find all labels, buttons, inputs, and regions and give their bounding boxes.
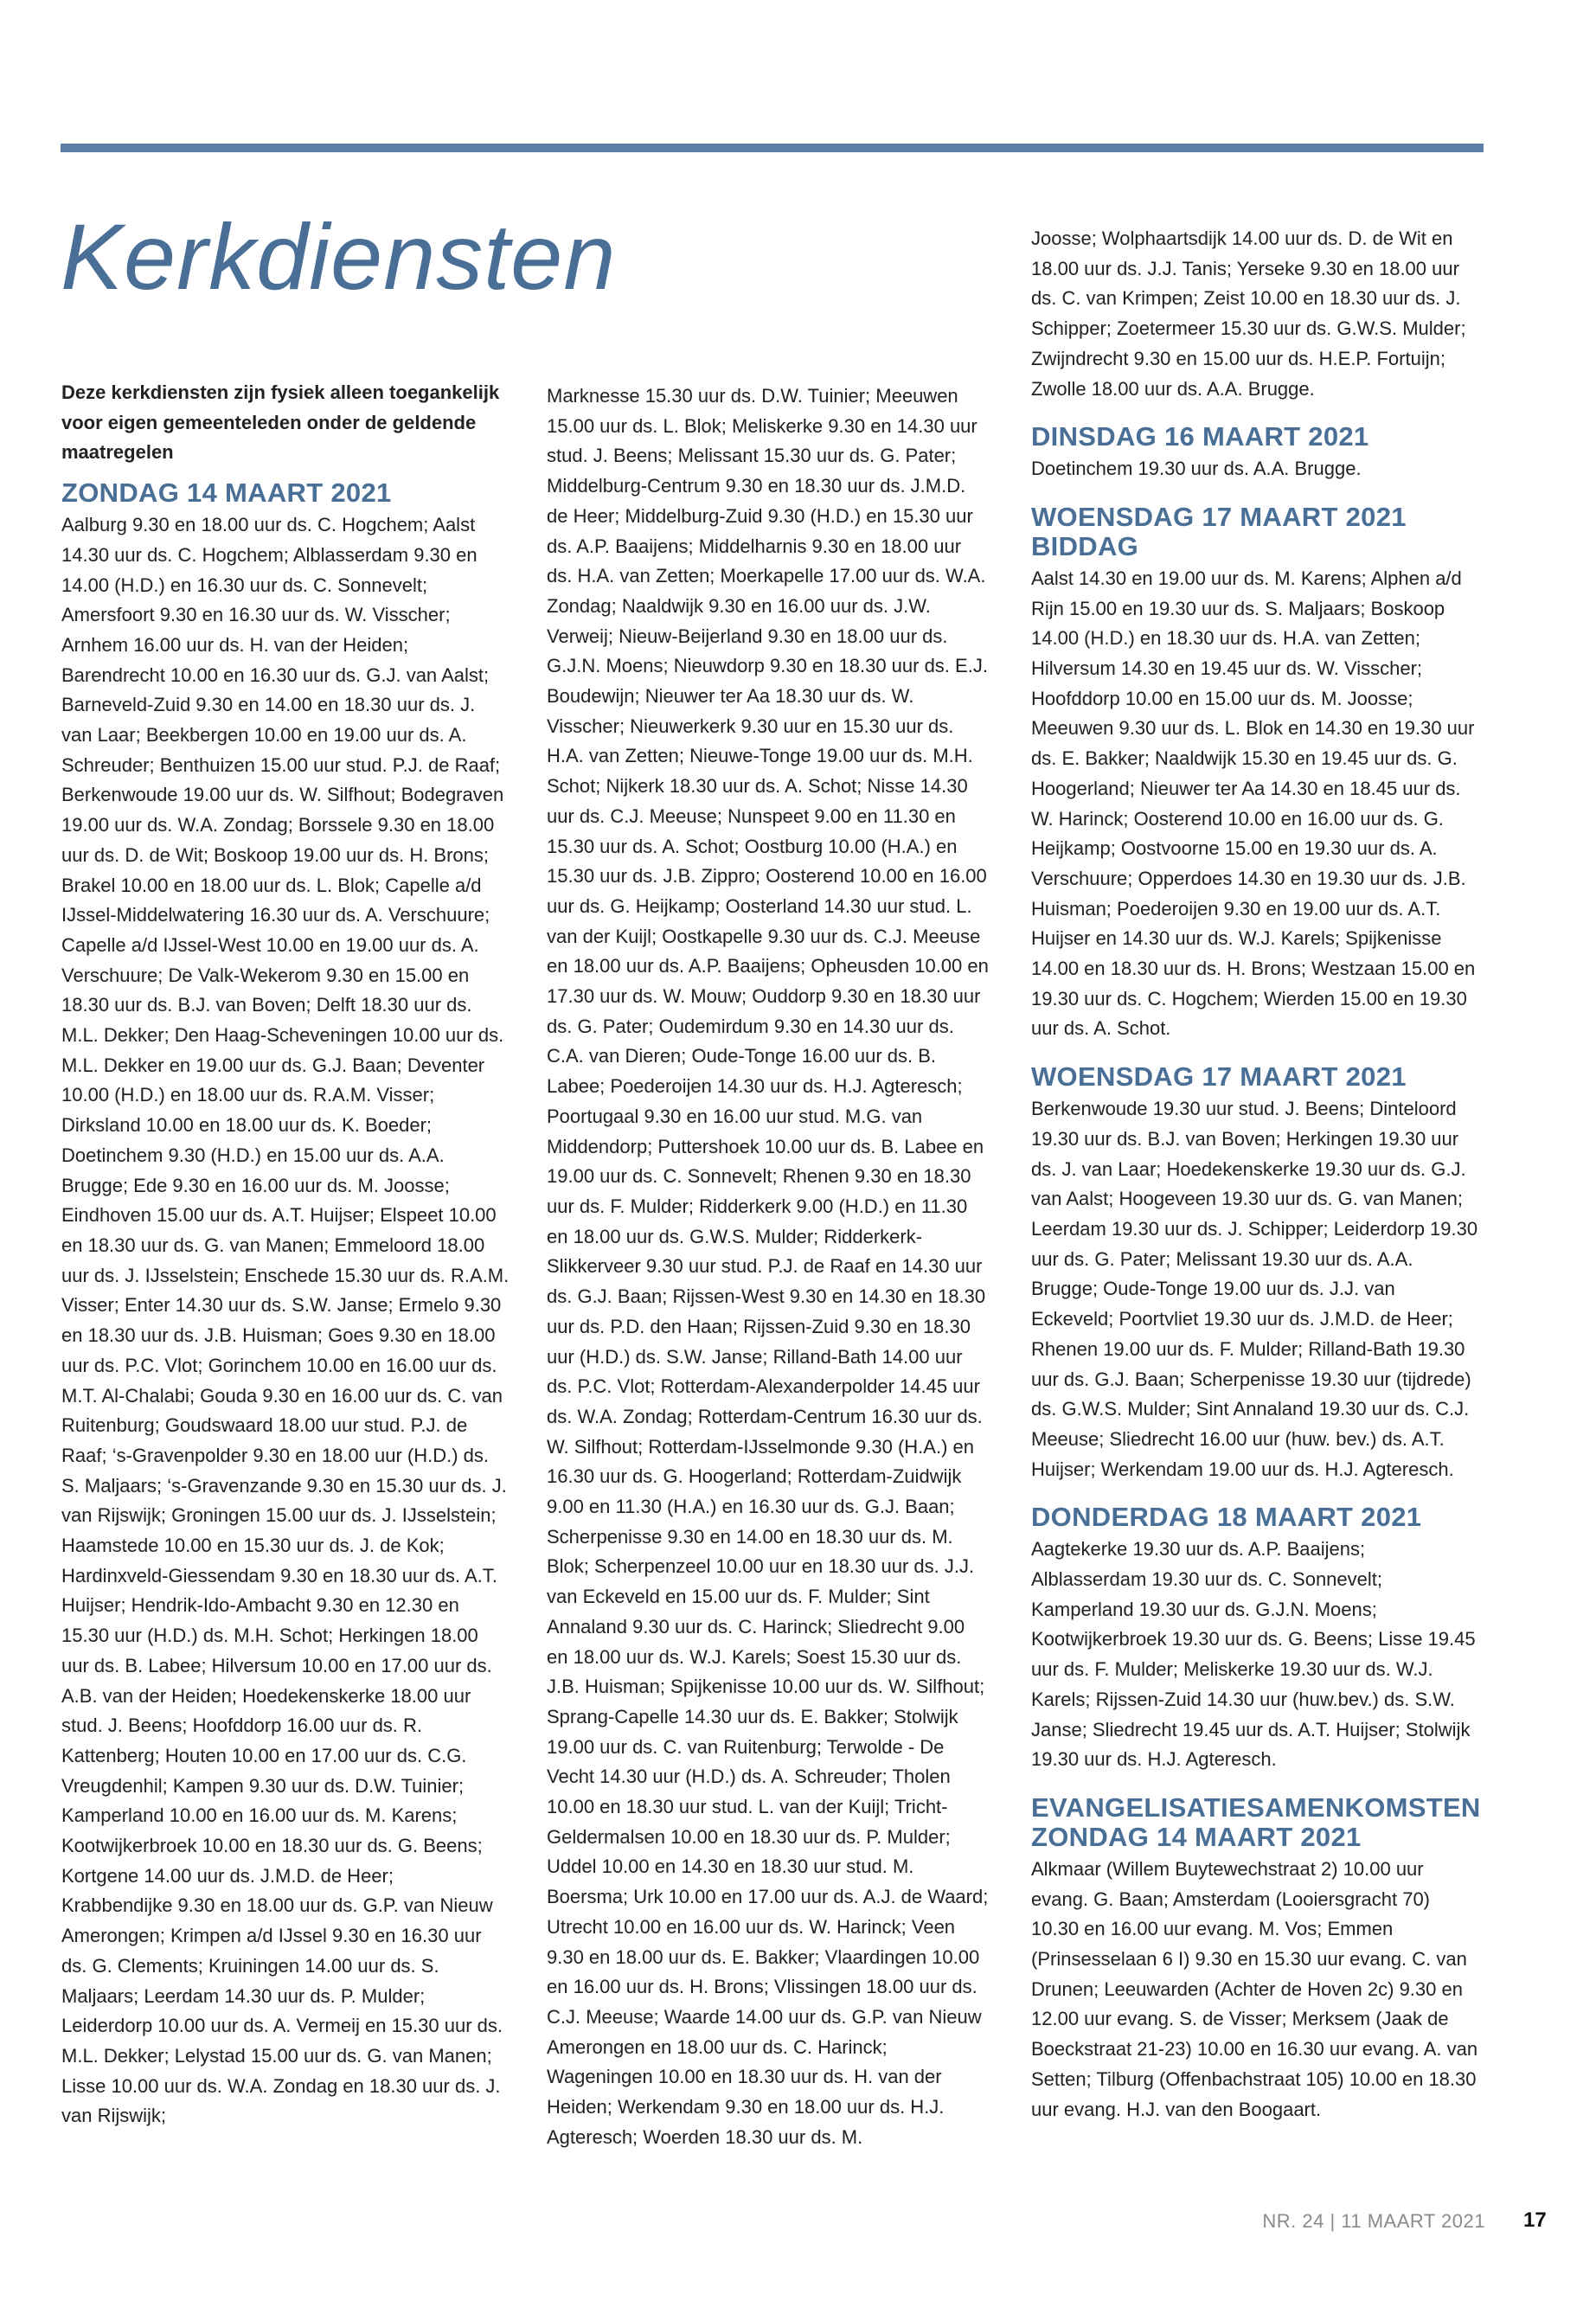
section-text-evangelisation: Alkmaar (Willem Buytewechstraat 2) 10.00 uur evang. G. Baan; Amsterdam (Looiersgracht 70) 10.30 en 16.00 uur evang. M. Vos; Emmen (Prinsesselaan 6 I) 9.30 en 15.30 uur evang. C. van Drunen; Leeuwarden (Achter de Hoven 2c) 9.30 en 12.00 uur evang. S. de Visser; Merksem (Jaak de Boeckstraat 21-23) 10.00 en 16.30 uur evang. A. van Setten; Tilburg (Offenbachstraat 105) 10.00 en 18.30 uur evang. H.J. van den Boogaart. <box>1031 1857 1478 2120</box>
intro-note: Deze kerkdiensten zijn fysiek alleen toegankelijk voor eigen gemeenteleden onder de geldende maatregelen <box>61 381 500 464</box>
section-text-sunday-continued: Marknesse 15.30 uur ds. D.W. Tuinier; Meeuwen 15.00 uur ds. L. Blok; Meliskerke 9.30 en 14.30 uur stud. J. Beens; Melissant 15.30 uur ds. G. Pater; Middelburg-Centrum 9.30 en 18.30 uur ds. J.M.D. de Heer; Middelburg-Zuid 9.30 (H.D.) en 15.30 uur ds. A.P. Baaijens; Middelharnis 9.30 en 18.00 uur ds. H.A. van Zetten; Moerkapelle 17.00 uur ds. W.A. Zondag; Naaldwijk 9.30 en 16.00 uur ds. J.W. Verweij; Nieuw-Beijerland 9.30 en 18.00 uur ds. G.J.N. Moens; Nieuwdorp 9.30 en 18.30 uur ds. E.J. Boudewijn; Nieuwer ter Aa 18.30 uur ds. W. Visscher; Nieuwerkerk 9.30 uur en 15.30 uur ds. H.A. van Zetten; Nieuwe-Tonge 19.00 uur ds. M.H. Schot; Nijkerk 18.30 uur ds. A. Schot; Nisse 14.30 uur ds. C.J. Meeuse; Nunspeet 9.00 en 11.30 en 15.30 uur ds. A. Schot; Oostburg 10.00 (H.A.) en 15.30 uur ds. J.B. Zippro; Oosterend 10.00 en 16.00 uur ds. G. Heijkamp; Oosterland 14.30 uur stud. L. van der Kuijl; Oostkapelle 9.30 uur ds. C.J. Meeuse en 18.00 uur ds. A.P. Baaijens; Opheusden 10.00 en 17.30 uur ds. W. Mouw; Ouddorp 9.30 en 18.30 uur ds. G. Pater; Oudemirdum 9.30 en 14.30 uur ds. C.A. van Dieren; Oude-Tonge 16.00 uur ds. B. Labee; Poederoijen 14.30 uur ds. H.J. Agteresch; Poortugaal 9.30 en 16.00 uur stud. M.G. van Middendorp; Puttershoek 10.00 uur ds. B. Labee en 19.00 uur ds. C. Sonnevelt; Rhenen 9.30 en 18.30 uur ds. F. Mulder; Ridderkerk 9.00 (H.D.) en 11.30 en 18.00 uur ds. G.W.S. Mulder; Ridderkerk-Slikkerveer 9.30 uur stud. P.J. de Raaf en 14.30 uur ds. G.J. Baan; Rijssen-West 9.30 en 14.30 en 18.30 uur ds. P.D. den Haan; Rijssen-Zuid 9.30 en 18.30 uur (H.D.) ds. S.W. Janse; Rilland-Bath 14.00 uur ds. P.C. Vlot; Rotterdam-Alexanderpolder 14.45 uur ds. W.A. Zondag; Rotterdam-Centrum 16.30 uur ds. W. Silfhout; Rotterdam-IJsselmonde 9.30 (H.A.) en 16.30 uur ds. G. Hoogerland; Rotterdam-Zuidwijk 9.00 en 11.30 (H.A.) en 16.30 uur ds. G.J. Baan; Scherpenisse 9.30 en 14.00 en 18.30 uur ds. M. Blok; Scherpenzeel 10.00 uur en 18.30 uur ds. J.J. van Eckeveld en 15.00 uur ds. F. Mulder; Sint Annaland 9.30 uur ds. C. Harinck; Sliedrecht 9.00 en 18.00 uur ds. W.J. Karels; Soest 15.30 uur ds. J.B. Huisman; Spijkenisse 10.00 uur ds. W. Silfhout; Sprang-Capelle 14.30 uur ds. E. Bakker; Stolwijk 19.00 uur ds. C. van Ruitenburg; Terwolde - De Vecht 14.30 uur (H.D.) ds. A. Schreuder; Tholen 10.00 en 18.30 uur stud. L. van der Kuijl; Tricht-Geldermalsen 10.00 en 18.30 uur ds. P. Mulder; Uddel 10.00 en 14.30 en 18.30 uur stud. M. Boersma; Urk 10.00 en 17.00 uur ds. A.J. de Waard; Utrecht 10.00 en 16.00 uur ds. W. Harinck; Veen 9.30 en 18.00 uur ds. E. Bakker; Vlaardingen 10.00 en 16.00 uur ds. H. Brons; Vlissingen 18.00 uur ds. C.J. Meeuse; Waarde 14.00 uur ds. G.P. van Nieuw Amerongen en 18.00 uur ds. C. Harinck; Wageningen 10.00 en 18.30 uur ds. H. van der Heiden; Werkendam 9.30 en 18.00 uur ds. H.J. Agteresch; Woerden 18.30 uur ds. M. <box>547 385 989 2148</box>
section-heading-thursday: DONDERDAG 18 MAART 2021 <box>1031 1502 1422 1533</box>
section-text-tuesday: Doetinchem 19.30 uur ds. A.A. Brugge. <box>1031 458 1362 480</box>
page-number: 17 <box>1523 2208 1547 2232</box>
section-text-wednesday-biddag: Aalst 14.30 en 19.00 uur ds. M. Karens; Alphen a/d Rijn 15.00 en 19.30 uur ds. S. Maljaars; Boskoop 14.00 (H.D.) en 18.30 uur ds. H.A. van Zetten; Hilversum 14.30 en 19.45 uur ds. W. Visscher; Hoofddorp 10.00 en 15.00 uur ds. M. Joosse; Meeuwen 9.30 uur ds. L. Blok en 14.30 en 19.30 uur ds. E. Bakker; Naaldwijk 15.30 en 19.45 uur ds. G. Hoogerland; Nieuwer ter Aa 14.30 en 18.45 uur ds. W. Harinck; Oosterend 10.00 en 16.00 uur ds. G. Heijkamp; Oostvoorne 15.00 en 19.30 uur ds. A. Verschuure; Opperdoes 14.30 en 19.30 uur ds. J.B. Huisman; Poederoijen 9.30 en 19.00 uur ds. A.T. Huijser en 14.30 uur ds. W.J. Karels; Spijkenisse 14.00 en 18.30 uur ds. H. Brons; Westzaan 15.00 en 19.30 uur ds. C. Hogchem; Wierden 15.00 en 19.30 uur ds. A. Schot. <box>1031 567 1476 1040</box>
footer-issue: NR. 24 | 11 MAART 2021 <box>1262 2210 1485 2232</box>
column-2 <box>547 381 990 2152</box>
section-heading-sunday: ZONDAG 14 MAART 2021 <box>61 478 392 509</box>
section-text-sunday-end: Joosse; Wolphaartsdijk 14.00 uur ds. D. de Wit en 18.00 uur ds. J.J. Tanis; Yerseke 9.30 en 18.00 uur ds. C. van Krimpen; Zeist 10.00 en 18.30 uur ds. J. Schipper; Zoetermeer 15.30 uur ds. G.W.S. Mulder; Zwijndrecht 9.30 en 15.00 uur ds. H.E.P. Fortuijn; Zwolle 18.00 uur ds. A.A. Brugge. <box>1031 228 1466 400</box>
section-text-thursday: Aagtekerke 19.30 uur ds. A.P. Baaijens; Alblasserdam 19.30 uur ds. C. Sonnevelt; Kamperland 19.30 uur ds. G.J.N. Moens; Kootwijkerbroek 19.30 uur ds. G. Beens; Lisse 19.45 uur ds. F. Mulder; Meliskerke 19.30 uur ds. W.J. Karels; Rijssen-Zuid 14.30 uur (huw.bev.) ds. S.W. Janse; Sliedrecht 19.45 uur ds. A.T. Huijser; Stolwijk 19.30 uur ds. H.J. Agteresch. <box>1031 1538 1476 1771</box>
column-1 <box>61 378 510 2131</box>
section-heading-wednesday: WOENSDAG 17 MAART 2021 <box>1031 1061 1407 1093</box>
section-heading-evangelisation: EVANGELISATIESAMENKOMSTEN ZONDAG 14 MAART 2021 <box>1031 1791 1481 1852</box>
column-3 <box>1031 224 1481 2125</box>
top-rule <box>61 144 1484 152</box>
page-title: Kerkdiensten <box>61 204 617 309</box>
section-text-wednesday: Berkenwoude 19.30 uur stud. J. Beens; Dinteloord 19.30 uur ds. B.J. van Boven; Herkingen 19.30 uur ds. J. van Laar; Hoedekenskerke 19.30 uur ds. G.J. van Aalst; Hoogeveen 19.30 uur ds. G. van Manen; Leerdam 19.30 uur ds. J. Schipper; Leiderdorp 19.30 uur ds. G. Pater; Melissant 19.30 uur ds. A.A. Brugge; Oude-Tonge 19.00 uur ds. J.J. van Eckeveld; Poortvliet 19.30 uur ds. J.M.D. de Heer; Rhenen 19.00 uur ds. F. Mulder; Rilland-Bath 19.30 uur ds. G.J. Baan; Scherpenisse 19.30 uur (tijdrede) ds. G.W.S. Mulder; Sint Annaland 19.30 uur ds. C.J. Meeuse; Sliedrecht 16.00 uur (huw. bev.) ds. A.T. Huijser; Werkendam 19.00 uur ds. H.J. Agteresch. <box>1031 1098 1478 1480</box>
section-heading-tuesday: DINSDAG 16 MAART 2021 <box>1031 421 1369 452</box>
section-heading-wednesday-biddag: WOENSDAG 17 MAART 2021 BIDDAG <box>1031 501 1407 561</box>
section-text-sunday: Aalburg 9.30 en 18.00 uur ds. C. Hogchem; Aalst 14.30 uur ds. C. Hogchem; Alblasserdam 9.30 en 14.00 (H.D.) en 16.30 uur ds. C. Sonnevelt; Amersfoort 9.30 en 16.30 uur ds. W. Visscher; Arnhem 16.00 uur ds. H. van der Heiden; Barendrecht 10.00 en 16.30 uur ds. G.J. van Aalst; Barneveld-Zuid 9.30 en 14.00 en 18.30 uur ds. J. van Laar; Beekbergen 10.00 en 19.00 uur ds. A. Schreuder; Benthuizen 15.00 uur stud. P.J. de Raaf; Berkenwoude 19.00 uur ds. W. Silfhout; Bodegraven 19.00 uur ds. W.A. Zondag; Borssele 9.30 en 18.00 uur ds. D. de Wit; Boskoop 19.00 uur ds. H. Brons; Brakel 10.00 en 18.00 uur ds. L. Blok; Capelle a/d IJssel-Middelwatering 16.30 uur ds. A. Verschuure; Capelle a/d IJssel-West 10.00 en 19.00 uur ds. A. Verschuure; De Valk-Wekerom 9.30 en 15.00 en 18.30 uur ds. B.J. van Boven; Delft 18.30 uur ds. M.L. Dekker; Den Haag-Scheveningen 10.00 uur ds. M.L. Dekker en 19.00 uur ds. G.J. Baan; Deventer 10.00 (H.D.) en 18.00 uur ds. R.A.M. Visser; Dirksland 10.00 en 18.00 uur ds. K. Boeder; Doetinchem 9.30 (H.D.) en 15.00 uur ds. A.A. Brugge; Ede 9.30 en 16.00 uur ds. M. Joosse; Eindhoven 15.00 uur ds. A.T. Huijser; Elspeet 10.00 en 18.30 uur ds. G. van Manen; Emmeloord 18.00 uur ds. J. IJsselstein; Enschede 15.30 uur ds. R.A.M. Visser; Enter 14.30 uur ds. S.W. Janse; Ermelo 9.30 en 18.30 uur ds. J.B. Huisman; Goes 9.30 en 18.00 uur ds. P.C. Vlot; Gorinchem 10.00 en 16.00 uur ds. M.T. Al-Chalabi; Gouda 9.30 en 16.00 uur ds. C. van Ruitenburg; Goudswaard 18.00 uur stud. P.J. de Raaf; ‘s-Gravenpolder 9.30 en 18.00 uur (H.D.) ds. S. Maljaars; ‘s-Gravenzande 9.30 en 15.30 uur ds. J. van Rijswijk; Groningen 15.00 uur ds. J. IJsselstein; Haamstede 10.00 en 15.30 uur ds. J. de Kok; Hardinxveld-Giessendam 9.30 en 18.30 uur ds. A.T. Huijser; Hendrik-Ido-Ambacht 9.30 en 12.30 en 15.30 uur (H.D.) ds. M.H. Schot; Herkingen 18.00 uur ds. B. Labee; Hilversum 10.00 en 17.00 uur ds. A.B. van der Heiden; Hoedekenskerke 18.00 uur stud. J. Beens; Hoofddorp 16.00 uur ds. R. Kattenberg; Houten 10.00 en 17.00 uur ds. C.G. Vreugdenhil; Kampen 9.30 uur ds. D.W. Tuinier; Kamperland 10.00 en 16.00 uur ds. M. Karens; Kootwijkerbroek 10.00 en 18.30 uur ds. G. Beens; Kortgene 14.00 uur ds. J.M.D. de Heer; Krabbendijke 9.30 en 18.00 uur ds. G.P. van Nieuw Amerongen; Krimpen a/d IJssel 9.30 en 16.30 uur ds. G. Clements; Kruiningen 14.00 uur ds. S. Maljaars; Leerdam 14.30 uur ds. P. Mulder; Leiderdorp 10.00 uur ds. A. Vermeij en 15.30 uur ds. M.L. Dekker; Lelystad 15.00 uur ds. G. van Manen; Lisse 10.00 uur ds. W.A. Zondag en 18.30 uur ds. J. van Rijswijk; <box>61 514 510 2127</box>
